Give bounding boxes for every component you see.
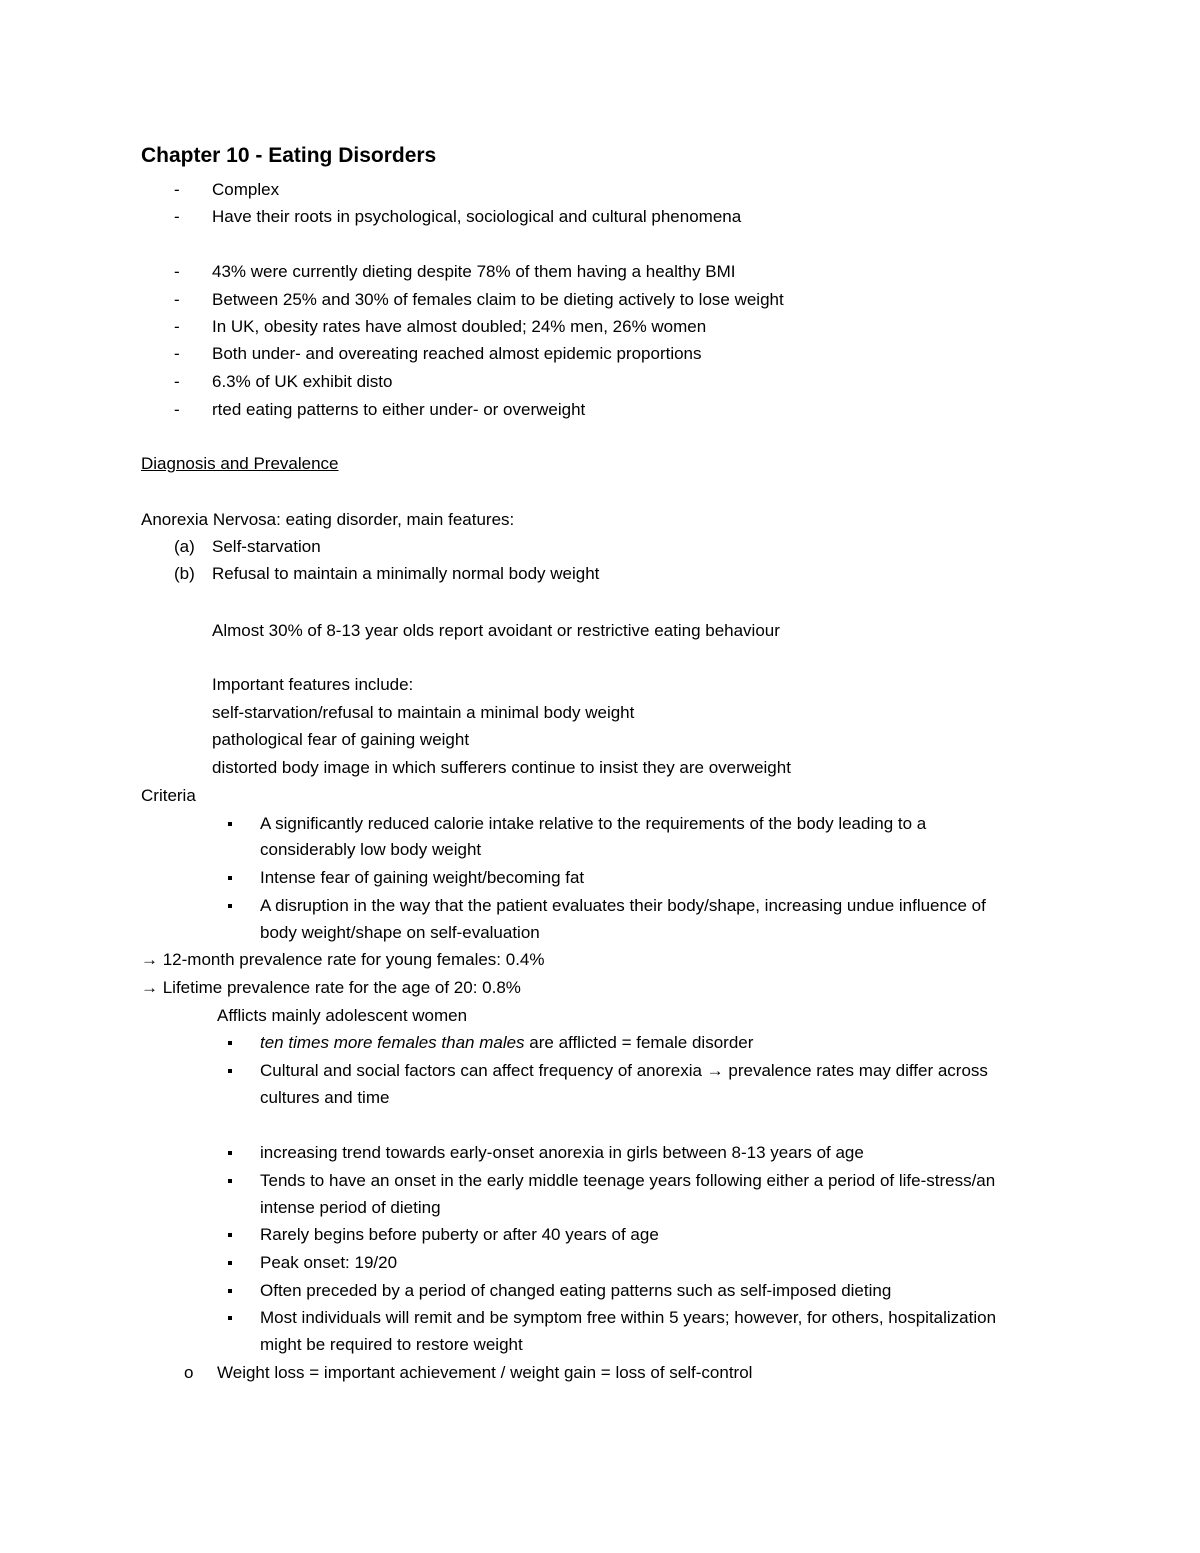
dash-bullet: -	[174, 207, 180, 226]
stat-item: Both under- and overeating reached almost epidemic proportions	[212, 344, 702, 363]
important-heading: Important features include:	[212, 675, 414, 694]
onset-item: Rarely begins before puberty or after 40 years of age	[260, 1225, 659, 1244]
square-bullet	[228, 876, 232, 880]
important-item: pathological fear of gaining weight	[212, 730, 470, 749]
important-item: self-starvation/refusal to maintain a minimal body weight	[212, 703, 635, 722]
square-bullet	[228, 1179, 232, 1183]
stat-item: 43% were currently dieting despite 78% of them having a healthy BMI	[212, 262, 736, 281]
criteria-item: A significantly reduced calorie intake relative to the requirements of the body leading to a	[260, 814, 927, 833]
dash-bullet: -	[174, 317, 180, 336]
onset-item: Most individuals will remit and be symptom free within 5 years; however, for others, hospitalization	[260, 1308, 997, 1327]
afflicts-item-rest: are afflicted = female disorder	[524, 1033, 754, 1052]
onset-item-cont: might be required to restore weight	[260, 1335, 523, 1354]
square-bullet	[228, 1289, 232, 1293]
criteria-item: A disruption in the way that the patient evaluates their body/shape, increasing undue influence of	[260, 896, 986, 915]
onset-item: Peak onset: 19/20	[260, 1253, 398, 1272]
section-heading: Diagnosis and Prevalence	[141, 454, 339, 473]
intro-item: Complex	[212, 180, 280, 199]
square-bullet	[228, 1151, 232, 1155]
criteria-item-cont: body weight/shape on self-evaluation	[260, 923, 540, 942]
italic-phrase: ten times more females than males	[260, 1033, 525, 1052]
dash-bullet: -	[174, 262, 180, 281]
onset-item: Tends to have an onset in the early middle teenage years following either a period of life-stress/an	[260, 1171, 996, 1190]
dash-bullet: -	[174, 290, 180, 309]
afflicts-item-cont: cultures and time	[260, 1088, 390, 1107]
feature-item: Self-starvation	[212, 537, 321, 556]
square-bullet	[228, 1261, 232, 1265]
onset-item: Often preceded by a period of changed eating patterns such as self-imposed dieting	[260, 1281, 892, 1300]
square-bullet	[228, 1069, 232, 1073]
square-bullet	[228, 904, 232, 908]
prevalence-arrow-line: → Lifetime prevalence rate for the age of 20: 0.8%	[141, 978, 521, 997]
important-item: distorted body image in which sufferers continue to insist they are overweight	[212, 758, 791, 777]
square-bullet	[228, 1041, 232, 1045]
onset-item-cont: intense period of dieting	[260, 1198, 441, 1217]
stat-item: rted eating patterns to either under- or overweight	[212, 400, 586, 419]
square-bullet	[228, 1316, 232, 1320]
circle-bullet: o	[184, 1363, 194, 1382]
prevalence-arrow-line: → 12-month prevalence rate for young females: 0.4%	[141, 950, 545, 969]
feature-item: Refusal to maintain a minimally normal body weight	[212, 564, 600, 583]
afflicts-heading: Afflicts mainly adolescent women	[217, 1006, 468, 1025]
feature-marker: (a)	[174, 537, 195, 556]
criteria-item: Intense fear of gaining weight/becoming fat	[260, 868, 585, 887]
almost-statement: Almost 30% of 8-13 year olds report avoidant or restrictive eating behaviour	[212, 621, 780, 640]
document-title: Chapter 10 - Eating Disorders	[141, 144, 437, 167]
square-bullet	[228, 1233, 232, 1237]
square-bullet	[228, 822, 232, 826]
dash-bullet: -	[174, 180, 180, 199]
feature-marker: (b)	[174, 564, 195, 583]
afflicts-item	[260, 1032, 753, 1054]
stat-item: Between 25% and 30% of females claim to be dieting actively to lose weight	[212, 290, 784, 309]
criteria-item-cont: considerably low body weight	[260, 840, 482, 859]
stat-item: 6.3% of UK exhibit disto	[212, 372, 393, 391]
onset-item: increasing trend towards early-onset anorexia in girls between 8-13 years of age	[260, 1143, 864, 1162]
afflicts-item: Cultural and social factors can affect frequency of anorexia → prevalence rates may differ across	[260, 1061, 988, 1080]
final-item: Weight loss = important achievement / weight gain = loss of self-control	[217, 1363, 753, 1382]
anorexia-intro: Anorexia Nervosa: eating disorder, main features:	[141, 510, 515, 529]
dash-bullet: -	[174, 400, 180, 419]
dash-bullet: -	[174, 344, 180, 363]
stat-item: In UK, obesity rates have almost doubled; 24% men, 26% women	[212, 317, 707, 336]
criteria-heading: Criteria	[141, 786, 196, 805]
dash-bullet: -	[174, 372, 180, 391]
intro-item: Have their roots in psychological, sociological and cultural phenomena	[212, 207, 742, 226]
